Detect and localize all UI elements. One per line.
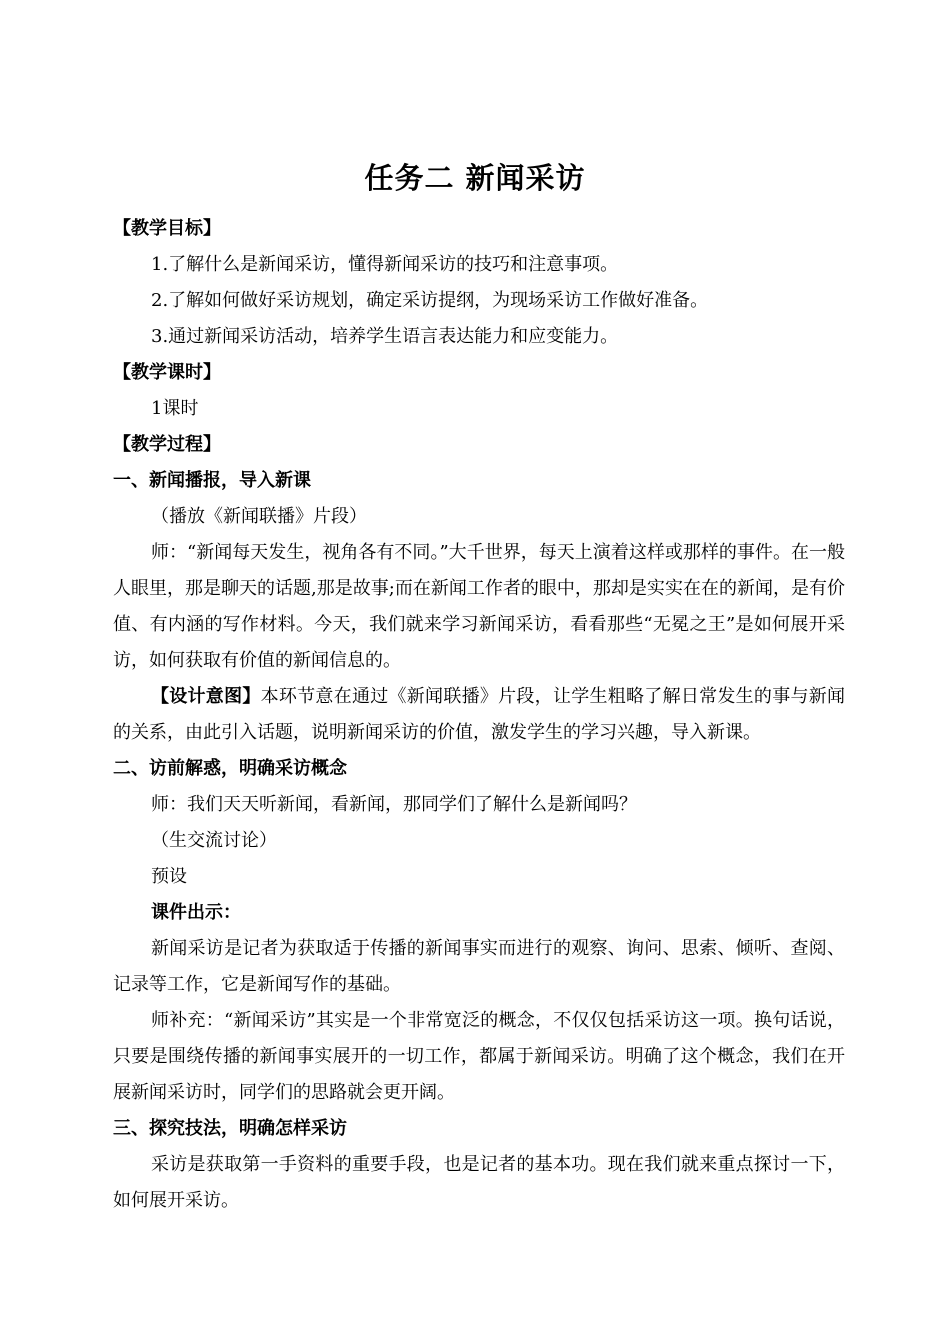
objectives-heading: 【教学目标】 — [113, 218, 221, 239]
part2-supplement-paragraph: 师补充：“新闻采访”其实是一个非常宽泛的概念，不仅仅包括采访这一项。换句话说，只要是围绕传播的新闻事实展开的一切工作，都属于新闻采访。明确了这个概念，我们在开展新闻采访时，同学们的思路就会更开阔。 — [113, 1010, 845, 1103]
objective-item-1: 1.了解什么是新闻采访，懂得新闻采访的技巧和注意事项。 — [151, 254, 619, 275]
part2-teacher-question: 师：我们天天听新闻，看新闻，那同学们了解什么是新闻吗？ — [151, 794, 637, 815]
objective-item-3: 3.通过新闻采访活动，培养学生语言表达能力和应变能力。 — [151, 326, 619, 347]
part3-heading: 三、探究技法，明确怎样采访 — [113, 1118, 347, 1139]
part3-paragraph: 采访是获取第一手资料的重要手段，也是记者的基本功。现在我们就来重点探讨一下，如何展开采访。 — [113, 1154, 845, 1211]
objective-item-2: 2.了解如何做好采访规划，确定采访提纲，为现场采访工作做好准备。 — [151, 290, 709, 311]
part2-discussion-note: （生交流讨论） — [151, 830, 277, 851]
part2-heading: 二、访前解惑，明确采访概念 — [113, 758, 347, 779]
design-intent-label: 【设计意图】 — [151, 686, 261, 707]
part1-heading: 一、新闻播报，导入新课 — [113, 470, 311, 491]
process-heading: 【教学过程】 — [113, 434, 221, 455]
part2-definition-paragraph: 新闻采访是记者为获取适于传播的新闻事实而进行的观察、询问、思索、倾听、查阅、记录等工作，它是新闻写作的基础。 — [113, 938, 845, 995]
part2-preset: 预设 — [151, 866, 187, 887]
page-title: 任务二 新闻采访 — [364, 161, 586, 195]
part2-courseware-label: 课件出示： — [151, 902, 241, 923]
design-intent-text: 本环节意在通过《新闻联播》片段，让学生粗略了解日常发生的事与新闻的关系，由此引入话题，说明新闻采访的价值，激发学生的学习兴趣，导入新课。 — [113, 686, 845, 743]
hours-text: 1课时 — [151, 398, 199, 419]
part1-teacher-paragraph: 师：“新闻每天发生，视角各有不同。”大千世界，每天上演着这样或那样的事件。在一般人眼里，那是聊天的话题,那是故事;而在新闻工作者的眼中，那却是实实在在的新闻，是有价值、有内涵的写作材料。今天，我们就来学习新闻采访，看看那些“无冕之王”是如何展开采访，如何获取有价值的新闻信息的。 — [113, 542, 845, 671]
document-body — [113, 211, 845, 1219]
hours-heading: 【教学课时】 — [113, 362, 221, 383]
part1-broadcast-note: （播放《新闻联播》片段） — [151, 506, 367, 527]
part1-design-intent — [113, 679, 845, 751]
